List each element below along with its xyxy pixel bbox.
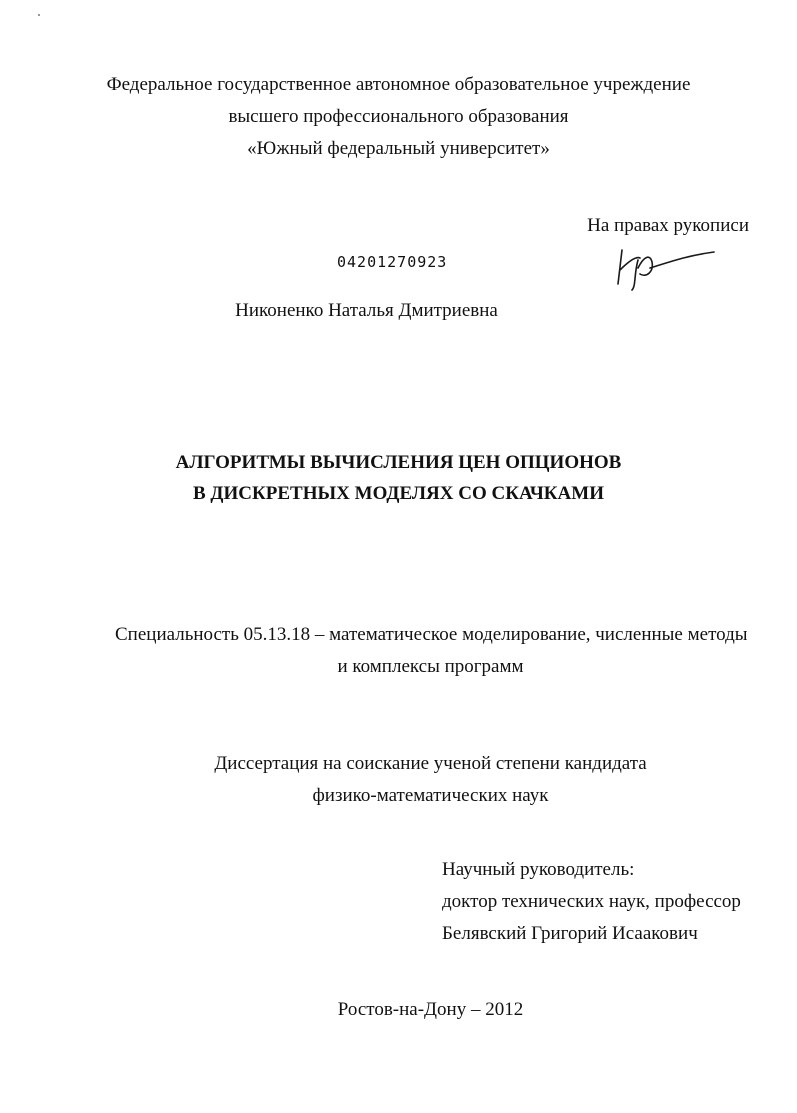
supervisor-label: Научный руководитель: (442, 859, 635, 880)
specialty-line-2: и комплексы программ (337, 656, 524, 677)
supervisor-name: Белявский Григорий Исаакович (442, 923, 698, 944)
degree-line-2: физико-математических наук (312, 785, 549, 806)
degree-line-1: Диссертация на соискание ученой степени кандидата (214, 753, 647, 774)
registry-number: 04201270923 (337, 253, 448, 271)
manuscript-note: На правах рукописи (587, 215, 749, 236)
place-year: Ростов-на-Дону – 2012 (337, 999, 524, 1020)
specialty-line-1: Специальность 05.13.18 – математическое моделирование, численные методы (115, 624, 748, 645)
institution-line-2: высшего профессионального образования (228, 106, 569, 127)
signature (614, 244, 718, 292)
thesis-title-line-1: АЛГОРИТМЫ ВЫЧИСЛЕНИЯ ЦЕН ОПЦИОНОВ (175, 452, 622, 473)
scan-speck (38, 14, 40, 16)
author-name: Никоненко Наталья Дмитриевна (235, 300, 498, 321)
thesis-title-line-2: В ДИСКРЕТНЫХ МОДЕЛЯХ СО СКАЧКАМИ (193, 483, 604, 504)
supervisor-rank: доктор технических наук, профессор (442, 891, 741, 912)
institution-line-3: «Южный федеральный университет» (247, 138, 550, 159)
institution-line-1: Федеральное государственное автономное образовательное учреждение (106, 74, 691, 95)
